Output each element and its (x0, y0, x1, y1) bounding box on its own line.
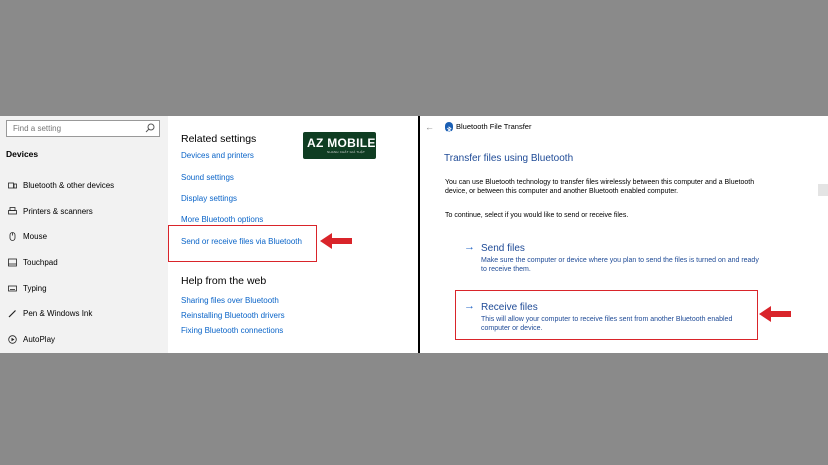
bluetooth-transfer-window (420, 116, 828, 353)
sidebar-item-bluetooth[interactable] (8, 178, 114, 192)
red-arrow-icon (320, 233, 352, 249)
settings-window (0, 116, 418, 353)
receive-files-desc: This will allow your computer to receive files sent from another Bluetooth enabled computer or device. (481, 316, 733, 332)
sidebar-item-label: Bluetooth & other devices (23, 180, 115, 190)
related-settings-title: Related settings (181, 133, 257, 145)
az-mobile-logo (303, 132, 376, 159)
search-placeholder: Find a setting (13, 124, 62, 133)
link-display-settings[interactable]: Display settings (181, 194, 238, 203)
pen-icon (8, 309, 17, 318)
sidebar-item-label: AutoPlay (23, 334, 56, 344)
receive-files-title[interactable]: Receive files (481, 302, 538, 313)
bluetooth-devices-icon (8, 181, 17, 190)
sidebar-item-label: Mouse (23, 231, 48, 241)
wizard-heading: Transfer files using Bluetooth (444, 153, 574, 164)
sidebar-item-printers[interactable] (8, 204, 93, 218)
link-devices-and-printers[interactable]: Devices and printers (181, 151, 254, 160)
sidebar-item-label: Printers & scanners (23, 206, 93, 216)
link-send-receive-bluetooth[interactable]: Send or receive files via Bluetooth (181, 237, 302, 246)
printer-icon (8, 207, 17, 216)
send-files-title[interactable]: Send files (481, 243, 525, 254)
highlight-box (168, 225, 317, 262)
link-sound-settings[interactable]: Sound settings (181, 173, 234, 182)
sidebar-item-mouse[interactable] (8, 229, 47, 243)
link-more-bluetooth-options[interactable]: More Bluetooth options (181, 215, 264, 224)
logo-text: AZ MOBILE (307, 136, 376, 150)
red-arrow-icon (759, 306, 791, 322)
keyboard-icon (8, 284, 17, 293)
sidebar-item-label: Pen & Windows Ink (23, 308, 93, 318)
sidebar-item-pen[interactable] (8, 306, 92, 320)
arrow-right-icon: → (464, 241, 475, 253)
window-title: Bluetooth File Transfer (456, 122, 532, 131)
search-input[interactable] (6, 120, 160, 137)
back-arrow-icon[interactable]: ← (425, 122, 434, 132)
prompt-text: To continue, select if you would like to send or receive files. (445, 212, 629, 219)
sidebar-item-autoplay[interactable] (8, 332, 55, 346)
bluetooth-icon (445, 122, 453, 132)
arrow-right-icon: → (464, 300, 475, 312)
sidebar-item-label: Typing (23, 283, 47, 293)
sidebar-item-typing[interactable] (8, 281, 47, 295)
intro-text: You can use Bluetooth technology to transfer files wirelessly between this computer and a Bluetooth device, or between this computer and another Bluetooth enabled computer. (445, 179, 755, 195)
link-fixing-connections[interactable]: Fixing Bluetooth connections (181, 326, 284, 335)
link-reinstalling-drivers[interactable]: Reinstalling Bluetooth drivers (181, 311, 285, 320)
logo-tagline: NHANH CHẤT GIÁ THẬT (327, 150, 366, 154)
autoplay-icon (8, 335, 17, 344)
touchpad-icon (8, 258, 17, 267)
section-title: Devices (6, 149, 39, 159)
search-icon[interactable] (145, 123, 155, 133)
scrollbar[interactable] (818, 184, 828, 196)
highlight-box (455, 290, 758, 340)
settings-sidebar (0, 116, 168, 353)
sidebar-item-label: Touchpad (23, 257, 58, 267)
send-files-desc: Make sure the computer or device where you plan to send the files is turned on and ready to receive them. (481, 257, 759, 273)
link-sharing-files[interactable]: Sharing files over Bluetooth (181, 296, 279, 305)
sidebar-item-touchpad[interactable] (8, 255, 58, 269)
mouse-icon (8, 232, 17, 241)
help-title: Help from the web (181, 275, 267, 287)
